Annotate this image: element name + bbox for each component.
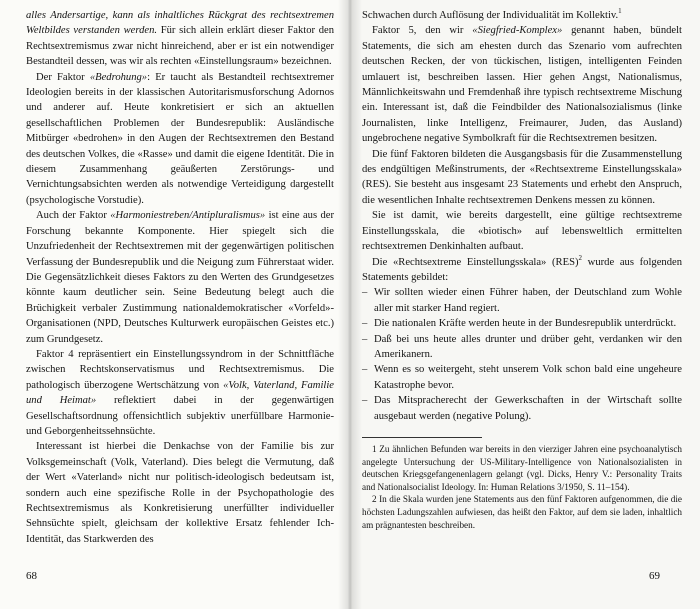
paragraph	[26, 70, 334, 209]
paragraph	[362, 8, 682, 23]
text-run: Auch der Faktor	[36, 210, 111, 222]
paragraph	[26, 208, 334, 347]
footnote: 2 In die Skala wurden jene Statements aus den fünf Faktoren aufgenommen, die die höchsten Ladungszahlen aufwiesen, das heißt den Faktor, auf dem sie laden, inhaltlich am prägnantesten beschreiben.	[362, 494, 682, 530]
statement-item: – Die nationalen Kräfte werden heute in der Bundesrepublik unterdrückt.	[362, 316, 682, 331]
footnotes	[362, 443, 682, 531]
text-run: Faktor 4 repräsentiert ein Einstellungssyndrom in der Schnittfläche zwischen Rechtskonservatismus und Rechtsextremismus. Die pathologisch überzogene Wertschätzung von	[26, 348, 334, 391]
statement-item: – Das Mitspracherecht der Gewerkschaften in der Wirtschaft sollte ausgebaut werden (negative Polung).	[362, 393, 682, 424]
text-run: Schwachen durch Auflösung der Individualität im Kollektiv.	[362, 10, 619, 21]
statement-item: – Wir sollten wieder einen Führer haben, der Deutschland zum Wohle aller mit starker Hand regiert.	[362, 285, 682, 316]
paragraph	[362, 23, 682, 146]
right-page-body	[362, 8, 682, 424]
page-number: 68	[26, 570, 37, 582]
right-page	[350, 0, 700, 609]
text-run: Faktor 5, den wir	[372, 25, 473, 37]
text-run: reflektiert dabei in der gegenwärtigen Gesellschaftsordnung offensichtlich subjektiv unerfüllbare Harmonie- und Geborgenheitssehnsüchte.	[26, 395, 334, 437]
statement-item: – Wenn es so weitergeht, steht unserem Volk schon bald eine ungeheure Katastrophe bevor.	[362, 362, 682, 393]
footnote-ref: 1	[618, 7, 622, 15]
paragraph: Die fünf Faktoren bildeten die Ausgangsbasis für die Zusammenstellung des endgültigen Meßinstruments, der «Rechtsextreme Einstellungsskala» (RES). Sie besteht aus insgesamt 23 Statements und erhebt den Anspruch, die wesentlichen Inhalte rechtsextremen Denkens messen zu können.	[362, 148, 682, 206]
factor-name: «Bedrohung»	[89, 71, 148, 83]
text-run: ist eine aus der Forschung bekannte Komponente. Hier spiegelt sich die Unzufriedenheit der Rechtsextremen mit der gegenwärtigen politischen Verfassung der Bundesrepublik und die Neigung zum Führerstaat wider. Die Gegensätzlichkeit dieses Faktors zu den Werten des Grundgesetzes könnte kaum deutlicher sein. Seine Bedeutung belegt auch die Brüchigkeit verbaler Zustimmung nationaldemokratischer «Vorfeld»-Organisationen (NPD, Deutsches Kulturwerk europäischen Geistes etc.) zum Grundgesetz.	[26, 210, 334, 345]
italic-text: alles Andersartige, kann als inhaltliches Rückgrat des rechtsextremen Weltbildes verstanden werden.	[26, 10, 334, 37]
text-run: genannt haben, bündelt Statements, die sich am ehesten durch das Szenario vom aufrechten deutschen Recken, der von tückischen, listigen, intelligenten Feinden umlauert ist, beschreiben lassen. Hier gehen Angst, Nationalismus, Männlichkeitswahn und Fremdenhaß ihre typisch rechtsextreme Mischung ein. Interessant ist, daß die Feindbilder des Nationalsozialismus (linke Journalisten, linke Intelligenz, Freimaurer, Juden, das Ausland) ungebrochene negative Symbolkraft für die Rechtsextremen besitzen.	[362, 25, 683, 145]
footnote-divider	[362, 437, 482, 438]
footnote: 1 Zu ähnlichen Befunden war bereits in den vierziger Jahren eine psychoanalytisch angelegte Untersuchung der US-Military-Intelligence von Nationalsozialisten in deutschen Kriegsgefangenenlagern gelangt (vgl. Dicks, Henry V.: Personality Traits and Nationalsocialist Ideology. In: Human Relations 3/1950, S. 11–154).	[362, 443, 682, 492]
page-number: 69	[649, 570, 660, 582]
factor-name: «Siegfried-Komplex»	[472, 25, 563, 37]
book-gutter	[338, 0, 362, 609]
factor-name: «Harmoniestreben/Antipluralismus»	[110, 210, 266, 222]
paragraph	[362, 255, 682, 286]
paragraph: Sie ist damit, wie bereits dargestellt, eine gültige rechtsextreme Einstellungsskala, die «biotisch» auf lebensweltlich ermittelten rechtsextremen Denkinhalten aufbaut.	[362, 210, 682, 253]
left-page-body	[26, 8, 334, 547]
statement-list	[362, 285, 682, 424]
italic-text: «Volk, Vaterland, Familie und Heimat»	[26, 379, 334, 407]
paragraph: Interessant ist hierbei die Denkachse von der Familie bis zur Volksgemeinschaft (Volk, Vaterland). Dies belegt die Vermutung, daß der Wert «Vaterland» nicht nur politisch-ideologisch bedeutsam ist, sondern auch eine spezifische Rolle in der Psychopathologie des Rechtsextremismus als Konkretisierung unerfüllter individueller Sehnsüchte spielt, gleichsam der kollektive Ersatz fehlender Ich-Identität, das Starkwerden des	[26, 441, 334, 545]
text-run: Für sich allein erklärt dieser Faktor den Rechtsextremismus zwar nicht hinreichend, aber er ist ein notwendiger Bestandteil dessen, was wir als rechten «Einstellungsraum» bezeichnen.	[26, 25, 334, 68]
footnote-ref: 2	[578, 253, 582, 262]
text-run: wurde aus folgenden Statements gebildet:	[362, 256, 682, 283]
text-run: Der Faktor	[36, 71, 90, 83]
text-run: : Er taucht als Bestandteil rechtsextremer Ideologien bereits in der klassischen Autoritarismusforschung Adornos und anderer auf. Heute konkretisiert er sich an aktuellen gesellschaftlichen Problemen der Bundesrepublik: Ausländische Mitbürger «bedrohen» in den Augen der Rechtsextremen den Bestand des deutschen Volkes, die «Rasse» und damit die eigene Identität. Die in diesem Zusammenhang geäußerten Zerstörungs- und Vernichtungsabsichten werden als notwendige Verteidigung dargestellt (psychologische Vorstudie).	[26, 71, 334, 206]
statement-item: – Daß bei uns heute alles drunter und drüber geht, verdanken wir den Amerikanern.	[362, 332, 682, 363]
text-run: Die «Rechtsextreme Einstellungsskala» (RES)	[372, 256, 579, 268]
paragraph	[26, 347, 334, 439]
paragraph	[26, 8, 334, 70]
